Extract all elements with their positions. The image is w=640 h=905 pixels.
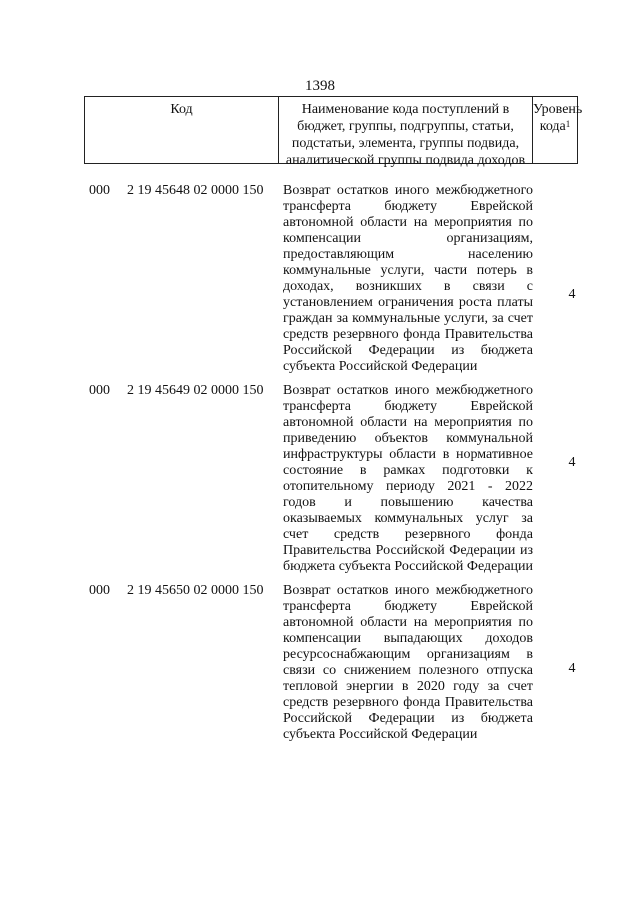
income-code: 2 19 45649 02 0000 150 <box>127 383 264 398</box>
income-description: Возврат остатков иного межбюджетного трансферта бюджету Еврейской автономной области на мероприятия по приведению объектов коммунальной инфраструктуры области в нормативное состояние в рамках подготовки к отопительному периоду 2021 - 2022 годов и повышению качества оказываемых коммунальных услуг за счет средств резервного фонда Правительства Российской Федерации из бюджета субъекта Российской Федерации <box>283 383 534 574</box>
table-header <box>84 96 583 168</box>
admin-code: 000 <box>89 183 110 198</box>
code-level: 4 <box>568 661 576 676</box>
page-number: 1398 <box>305 78 335 94</box>
header-code: Код <box>85 97 279 163</box>
table-row <box>0 183 640 375</box>
income-description: Возврат остатков иного межбюджетного трансферта бюджету Еврейской автономной области на мероприятия по компенсации выпадающих доходов ресурсоснабжающим организациям в связи со снижением полезного отпуска тепловой энергии в 2020 году за счет средств резервного фонда Правительства Российской Федерации из бюджета субъекта Российской Федерации <box>283 583 533 742</box>
table-row <box>0 383 640 575</box>
income-code: 2 19 45650 02 0000 150 <box>127 583 264 598</box>
admin-code: 000 <box>89 583 110 598</box>
income-code: 2 19 45648 02 0000 150 <box>127 183 264 198</box>
footnote-marker: 1 <box>565 119 571 129</box>
income-description: Возврат остатков иного межбюджетного трансферта бюджету Еврейской автономной области на мероприятия по компенсации организациям, предоставляющим населению коммунальные услуги, части потерь в доходах, возникших в связи с установлением ограничения роста платы граждан за коммунальные услуги, за счет средств резервного фонда Правительства Российской Федерации из бюджета субъекта Российской Федерации <box>283 183 533 374</box>
header-level <box>533 97 583 163</box>
header-level-label: Уровень кода <box>533 102 583 134</box>
table-row <box>0 583 640 743</box>
admin-code: 000 <box>89 383 110 398</box>
code-level: 4 <box>568 287 576 302</box>
table-body <box>0 183 640 743</box>
code-level: 4 <box>568 455 576 470</box>
header-name: Наименование кода поступлений в бюджет, группы, подгруппы, статьи, подстатьи, элемента, группы подвида, аналитической группы подвида доходов <box>279 97 533 163</box>
